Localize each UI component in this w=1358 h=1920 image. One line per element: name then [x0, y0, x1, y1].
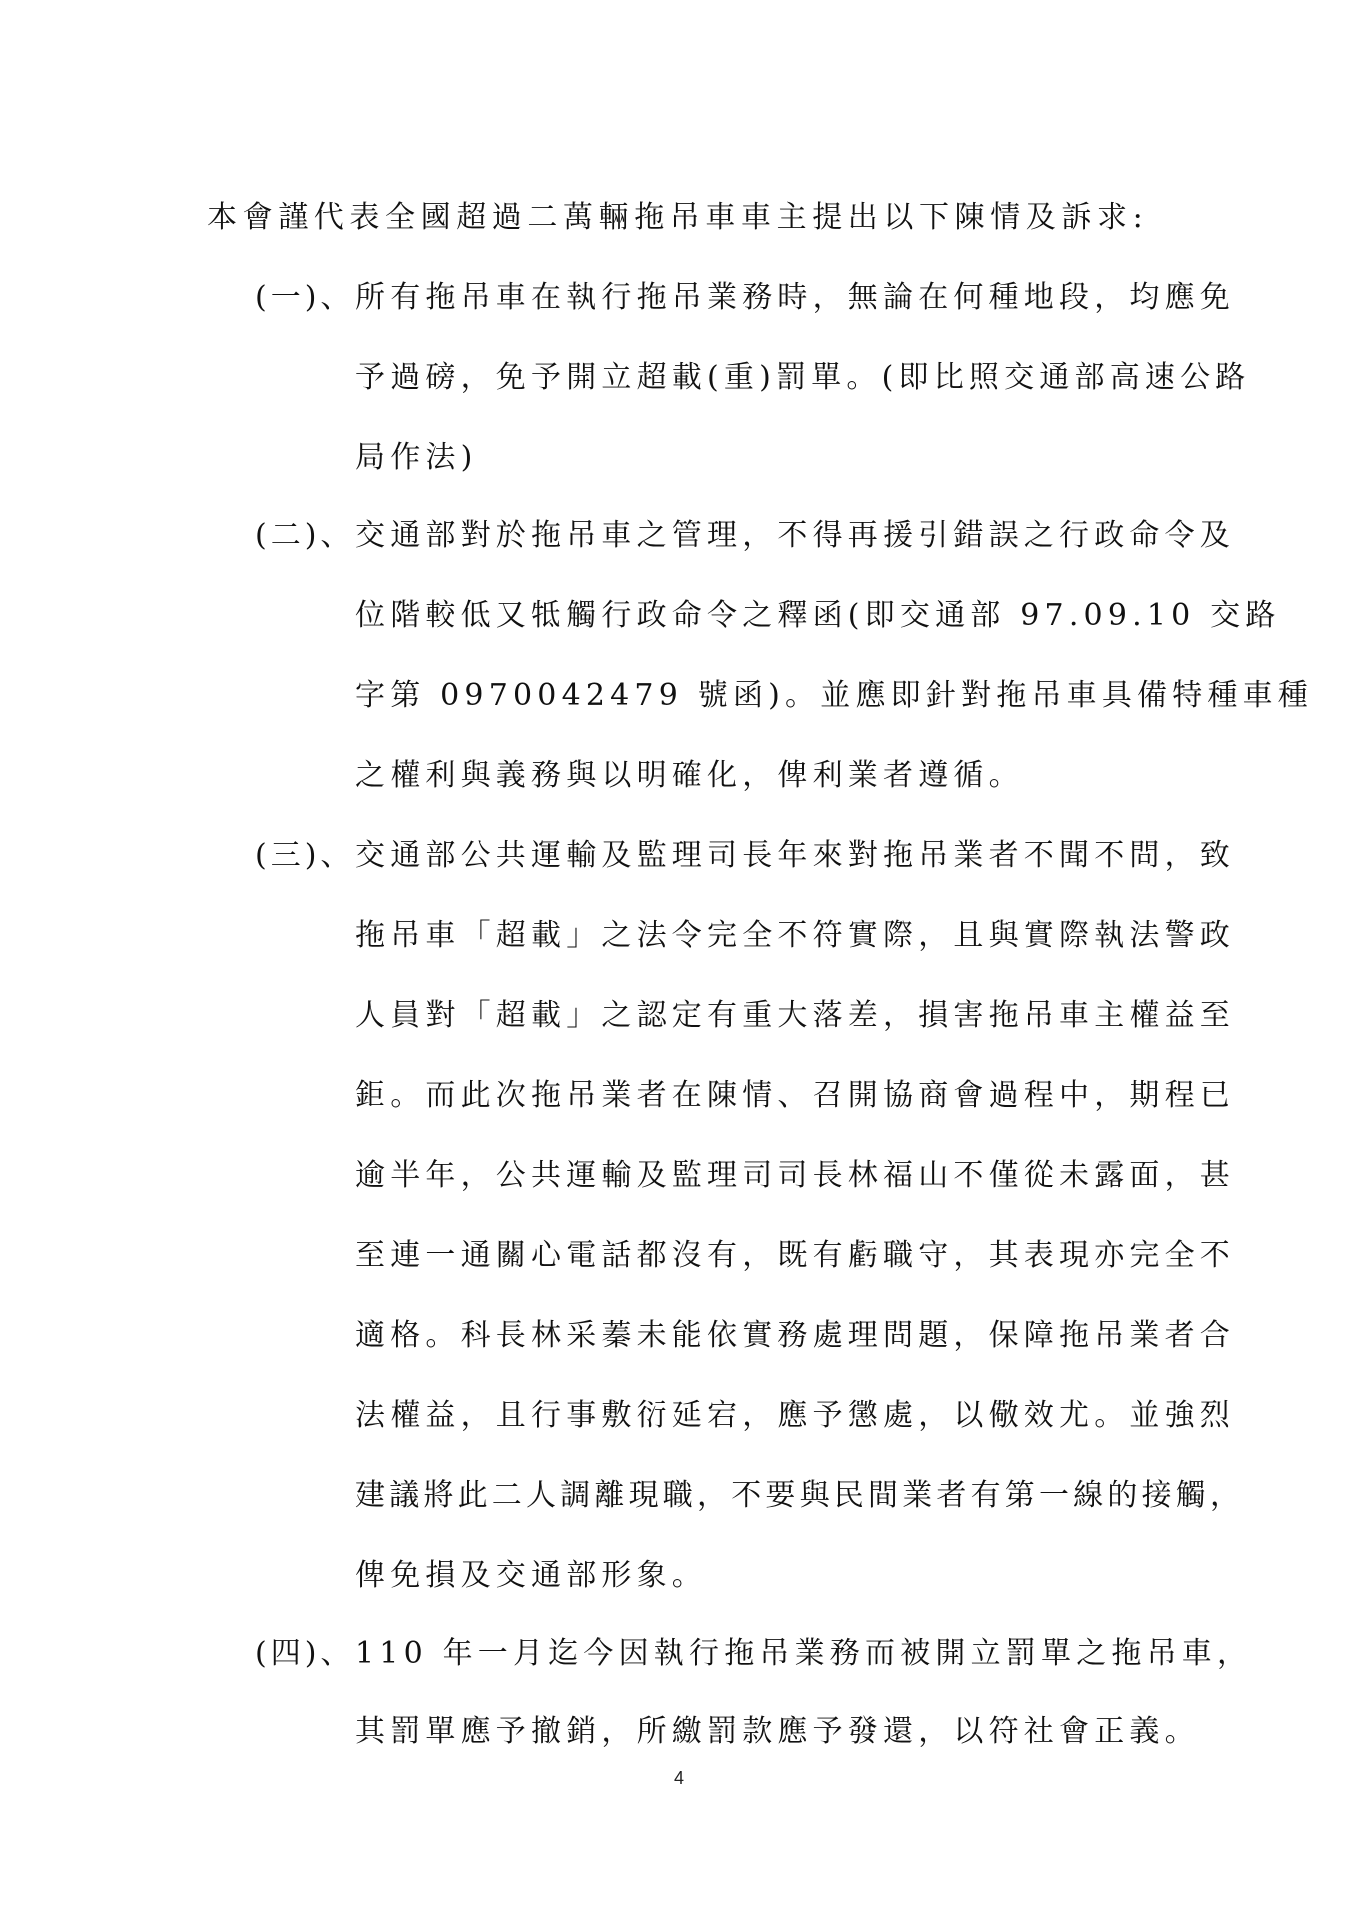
item-label-3: (三)、: [255, 838, 355, 873]
item-3-line-3: 人員對「超載」之認定有重大落差，損害拖吊車主權益至: [355, 998, 1235, 1033]
item-2-line-4: 之權利與義務與以明確化，俾利業者遵循。: [355, 758, 1024, 793]
item-2-line-2: 位階較低又牴觸行政命令之釋函(即交通部 97.09.10 交路: [355, 598, 1281, 633]
item-1-line-2: 予過磅，免予開立超載(重)罰單。(即比照交通部高速公路: [355, 360, 1251, 395]
item-label-2: (二)、: [255, 518, 355, 553]
item-2-line-3: 字第 0970042479 號函)。並應即針對拖吊車具備特種車種: [355, 678, 1314, 713]
page-number: 4: [673, 1768, 684, 1788]
item-3-line-10: 俾免損及交通部形象。: [355, 1558, 707, 1593]
item-3-line-1: 交通部公共運輸及監理司長年來對拖吊業者不聞不問，致: [355, 838, 1235, 873]
item-label-1: (一)、: [255, 280, 355, 315]
item-3-line-2: 拖吊車「超載」之法令完全不符實際，且與實際執法警政: [355, 918, 1235, 953]
item-2-line-1: 交通部對於拖吊車之管理，不得再援引錯誤之行政命令及: [355, 518, 1235, 553]
item-4-line-2: 其罰單應予撤銷，所繳罰款應予發還，以符社會正義。: [355, 1714, 1200, 1749]
item-1-line-1: 所有拖吊車在執行拖吊業務時，無論在何種地段，均應免: [355, 280, 1235, 315]
item-3-line-7: 適格。科長林采蓁未能依實務處理問題，保障拖吊業者合: [355, 1318, 1235, 1353]
item-3-line-5: 逾半年，公共運輸及監理司司長林福山不僅從未露面，甚: [355, 1158, 1235, 1193]
item-1-line-3: 局作法): [355, 440, 478, 475]
item-label-4: (四)、: [255, 1636, 355, 1671]
item-3-line-9: 建議將此二人調離現職，不要與民間業者有第一線的接觸，: [355, 1478, 1245, 1513]
item-3-line-8: 法權益，且行事敷衍延宕，應予懲處，以儆效尤。並強烈: [355, 1398, 1235, 1433]
item-3-line-4: 鉅。而此次拖吊業者在陳情、召開協商會過程中，期程已: [355, 1078, 1235, 1113]
item-3-line-6: 至連一通關心電話都沒有，既有虧職守，其表現亦完全不: [355, 1238, 1235, 1273]
item-4-line-1: 110 年一月迄今因執行拖吊業務而被開立罰單之拖吊車，: [355, 1636, 1253, 1671]
intro-paragraph: 本會謹代表全國超過二萬輛拖吊車車主提出以下陳情及訴求:: [207, 200, 1149, 235]
